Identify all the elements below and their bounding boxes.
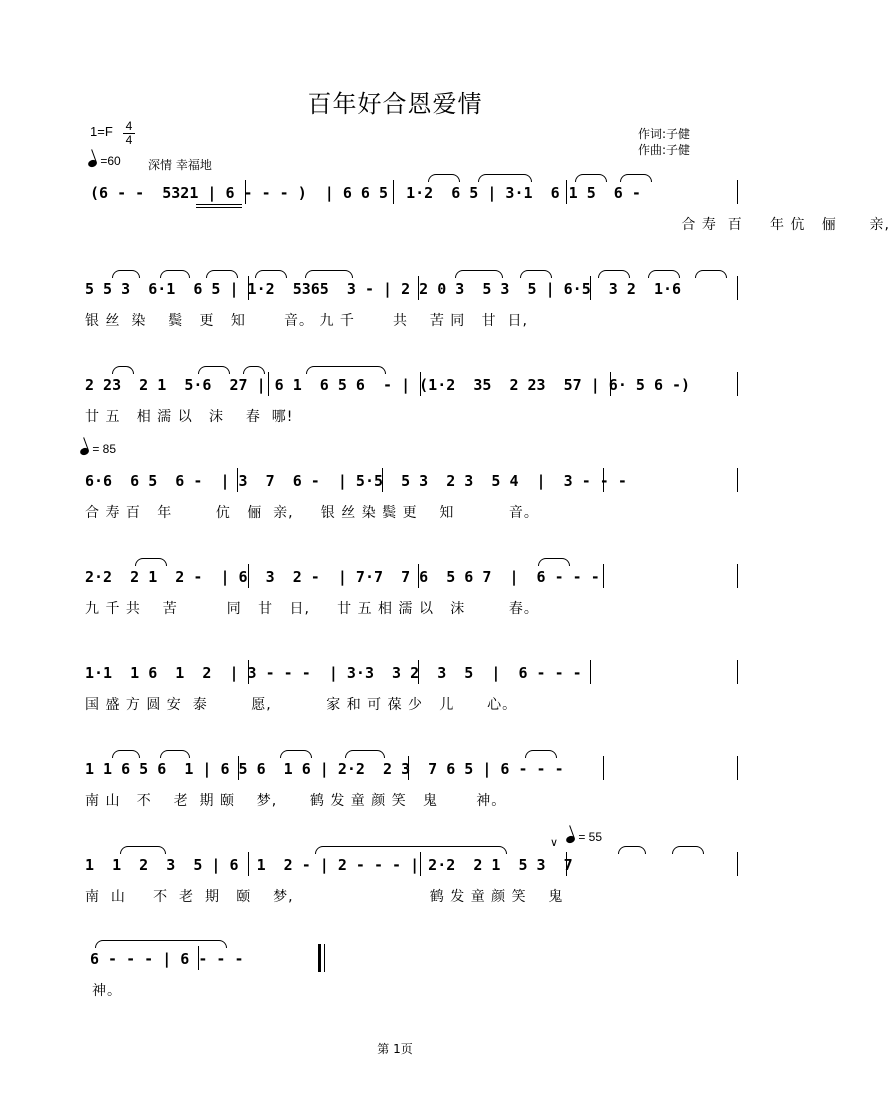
slur: [428, 174, 460, 182]
barline: [737, 660, 738, 684]
tempo-value-2: = 85: [92, 442, 117, 456]
slur: [243, 366, 265, 374]
final-barline: [318, 944, 321, 972]
tempo-value-3: = 55: [578, 830, 603, 844]
slur: [120, 846, 166, 854]
notation-line-5: 2·2 2 1 2 - | 6 3 2 - | 7·7 7 6 5 6 7 | 6 - - -: [85, 568, 600, 586]
slur: [695, 270, 727, 278]
slur: [538, 558, 570, 566]
notation-line-2: 5 5 3 6·1 6 5 | 1·2 5365 3 - | 2 2 0 3 5 3 5 | 6·5 3 2 1·6: [85, 280, 682, 298]
notation-line-3: 2 23 2 1 5·6 27 | 6 1 6 5 6 - | (1·2 35 2 23 57 | 6· 5 6 -): [85, 376, 691, 394]
lyrics-line-7: 南 山 不 老 期 颐 梦, 鹤 发 童 颜 笑 鬼 神。: [85, 793, 507, 809]
slur: [598, 270, 630, 278]
barline: [737, 852, 738, 876]
slur: [672, 846, 704, 854]
score-line-5: [0, 568, 790, 628]
slur: [455, 270, 503, 278]
slur: [198, 366, 230, 374]
slur: [478, 174, 532, 182]
barline: [737, 756, 738, 780]
page-number: 第 1页: [377, 1042, 413, 1056]
slur: [525, 750, 557, 758]
key-signature: 1=F: [90, 124, 113, 139]
slur: [112, 270, 140, 278]
final-barline-thin: [324, 944, 325, 972]
barline: [737, 468, 738, 492]
song-title: 百年好合恩爱情: [307, 90, 483, 118]
expression-marking: 深情 幸福地: [148, 158, 212, 172]
slur: [620, 174, 652, 182]
quarter-note-icon: [565, 835, 576, 845]
slur: [206, 270, 238, 278]
barline: [603, 564, 604, 588]
time-signature: [123, 120, 135, 147]
slur: [575, 174, 607, 182]
slur: [305, 270, 353, 278]
lyrics-line-1: 合 寿 百 年 伉 俪 亲,: [398, 217, 890, 233]
tempo-marking-2: [80, 442, 116, 456]
lyrics-line-3: 廿 五 相 濡 以 沫 春 哪!: [85, 409, 294, 425]
slur: [618, 846, 646, 854]
meter-bottom: 4: [123, 133, 135, 147]
notation-line-9: 6 - - - | 6 - - -: [90, 950, 244, 968]
slur: [280, 750, 312, 758]
barline: [603, 756, 604, 780]
slur: [315, 846, 507, 854]
slur: [648, 270, 680, 278]
lyrics-line-4: 合 寿 百 年 伉 俪 亲, 银 丝 染 鬓 更 知 音。: [85, 505, 539, 521]
lyrics-line-2: 银 丝 染 鬓 更 知 音。 九 千 共 苦 同 甘 日,: [85, 313, 529, 329]
composer: 作曲:子健: [638, 143, 691, 157]
barline: [590, 660, 591, 684]
notation-line-6: 1·1 1 6 1 2 | 3 - - - | 3·3 3 2 3 5 | 6 - - -: [85, 664, 582, 682]
barline: [737, 276, 738, 300]
slur: [520, 270, 552, 278]
slur: [135, 558, 167, 566]
score-line-7: [0, 760, 790, 820]
meter-top: 4: [125, 119, 133, 133]
barline: [737, 180, 738, 204]
lyrics-line-8: 南 山 不 老 期 颐 梦, 鹤 发 童 颜 笑 鬼: [85, 889, 564, 905]
score-line-6: [0, 664, 790, 724]
barline: [737, 372, 738, 396]
quarter-note-icon: [79, 447, 90, 457]
score-line-2: [0, 280, 790, 340]
score-line-8: [0, 856, 790, 916]
breath-mark: ∨: [550, 837, 559, 849]
lyrics-line-5: 九 千 共 苦 同 甘 日, 廿 五 相 濡 以 沫 春。: [85, 601, 539, 617]
slur: [95, 940, 227, 948]
slur: [255, 270, 287, 278]
slur: [112, 750, 140, 758]
slur: [345, 750, 385, 758]
notation-line-7: 1 1 6 5 6 1 | 6 5 6 1 6 | 2·2 2 3 7 6 5 | 6 - - -: [85, 760, 564, 778]
lyrics-line-6: 国 盛 方 圆 安 泰 愿, 家 和 可 葆 少 儿 心。: [85, 697, 518, 713]
lyrics-line-9: 神。: [92, 983, 122, 999]
lyricist: 作词:子健: [638, 127, 691, 141]
score-line-1: [0, 184, 890, 244]
slur: [112, 366, 134, 374]
slur: [160, 270, 190, 278]
notation-line-8: 1 1 2 3 5 | 6 1 2 - | 2 - - - | 2·2 2 1 5 3 7: [85, 856, 573, 874]
score-line-4: [0, 472, 790, 532]
quarter-note-icon: [87, 159, 98, 169]
beam: [196, 207, 242, 208]
barline: [737, 564, 738, 588]
tempo-marking-3: [566, 830, 602, 844]
tempo-marking-1: [88, 154, 121, 168]
notation-line-4: 6·6 6 5 6 - | 3 7 6 - | 5·5 5 3 2 3 5 4 | 3 - - -: [85, 472, 627, 490]
beam: [196, 204, 242, 205]
slur: [306, 366, 386, 374]
score-line-9: [0, 950, 790, 1010]
credits: [638, 126, 690, 158]
slur: [160, 750, 190, 758]
notation-line-1: (6 - - 5321 | 6 - - - ) | 6 6 5 1·2 6 5 | 3·1 6 1 5 6 -: [90, 184, 641, 202]
tempo-value-1: =60: [100, 154, 121, 168]
score-line-3: [0, 376, 790, 436]
